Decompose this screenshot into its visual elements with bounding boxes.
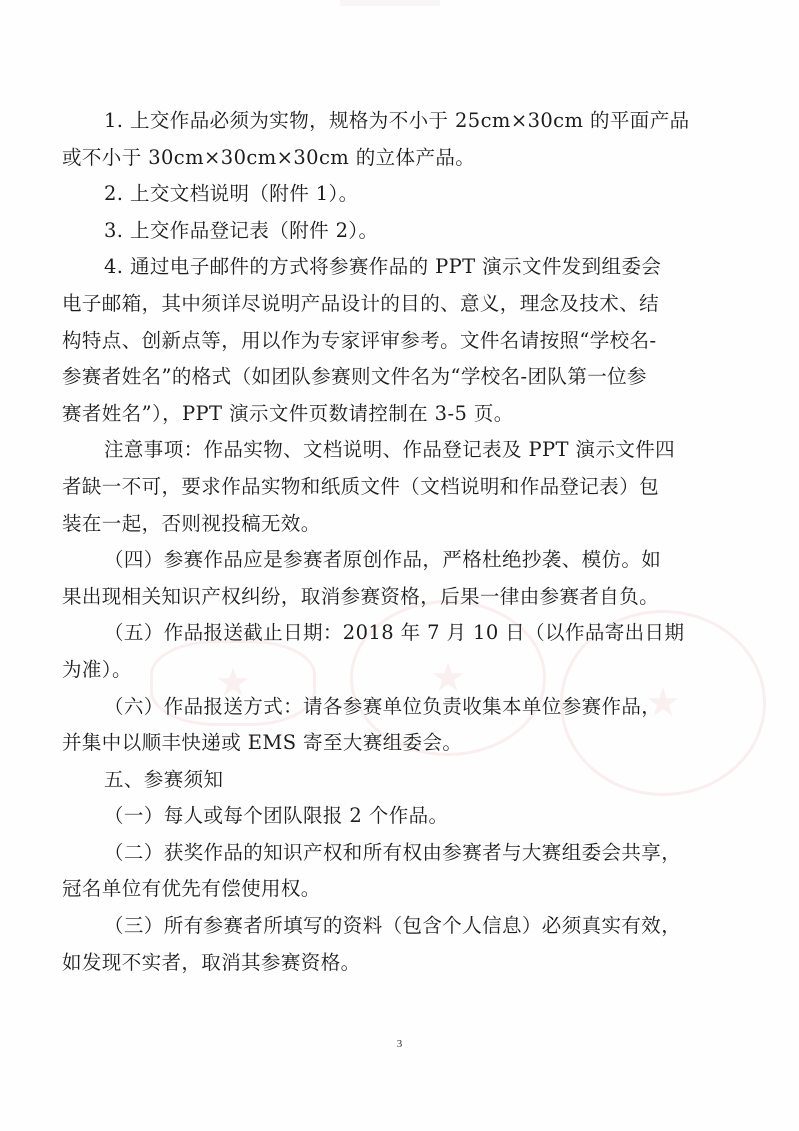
text-line: 赛者姓名”），PPT 演示文件页数请控制在 3-5 页。 [62, 401, 514, 425]
text-line: 注意事项：作品实物、文档说明、作品登记表及 PPT 演示文件四 [104, 438, 676, 462]
star-icon: ★ [430, 655, 466, 701]
paragraph-item-1 [62, 103, 722, 176]
paragraph-section-5 [62, 615, 722, 688]
paragraph-section-6 [62, 689, 722, 762]
text-line: 电子邮箱，其中须详尽说明产品设计的目的、意义，理念及技术、结 [62, 291, 660, 315]
text-line: 为准）。 [62, 657, 132, 681]
text-line: 或不小于 30cm×30cm×30cm 的立体产品。 [62, 145, 476, 169]
text-line: 3. 上交作品登记表（附件 2）。 [104, 218, 379, 242]
text-line: （一）每人或每个团队限报 2 个作品。 [104, 804, 449, 828]
paragraph-item-3 [62, 213, 722, 250]
paragraph-rule-3 [62, 908, 722, 981]
paragraph-item-2 [62, 176, 722, 213]
text-line: 构特点、创新点等，用以作为专家评审参考。文件名请按照“学校名- [62, 328, 657, 352]
text-line: 4. 通过电子邮件的方式将参赛作品的 PPT 演示文件发到组委会 [104, 255, 662, 279]
page-number: 3 [396, 1038, 403, 1050]
paragraph-notice [62, 432, 722, 542]
document-body [62, 103, 722, 981]
scan-artifact [340, 0, 440, 6]
text-line: 参赛者姓名”的格式（如团队参赛则文件名为“学校名-团队第一位参 [62, 365, 647, 389]
paragraph-rule-1 [62, 798, 722, 835]
text-line: 者缺一不可，要求作品实物和纸质文件（文档说明和作品登记表）包 [62, 474, 660, 498]
text-line: 装在一起，否则视投稿无效。 [62, 511, 321, 535]
text-line: 并集中以顺丰快递或 EMS 寄至大赛组委会。 [62, 731, 463, 755]
text-line: （三）所有参赛者所填写的资料（包含个人信息）必须真实有效， [104, 914, 682, 938]
text-line: 2. 上交文档说明（附件 1）。 [104, 182, 359, 206]
paragraph-item-4 [62, 249, 722, 432]
text-line: 1. 上交作品必须为实物，规格为不小于 25cm×30cm 的平面产品 [104, 109, 690, 132]
text-line: 如发现不实者，取消其参赛资格。 [62, 950, 361, 974]
text-line: （二）获奖作品的知识产权和所有权由参赛者与大赛组委会共享， [104, 840, 682, 864]
star-icon: ★ [645, 680, 681, 726]
text-line: （六）作品报送方式：请各参赛单位负责收集本单位参赛作品， [104, 694, 662, 718]
star-icon: ★ [215, 660, 251, 706]
heading-text: 五、参赛须知 [104, 767, 224, 791]
section-heading [62, 762, 722, 799]
text-line: 冠名单位有优先有偿使用权。 [62, 877, 321, 901]
paragraph-section-4 [62, 542, 722, 615]
text-line: （五）作品报送截止日期：2018 年 7 月 10 日（以作品寄出日期 [104, 621, 685, 645]
text-line: 果出现相关知识产权纠纷，取消参赛资格，后果一律由参赛者自负。 [62, 584, 660, 608]
text-line: （四）参赛作品应是参赛者原创作品，严格杜绝抄袭、模仿。如 [104, 548, 662, 572]
paragraph-rule-2 [62, 835, 722, 908]
